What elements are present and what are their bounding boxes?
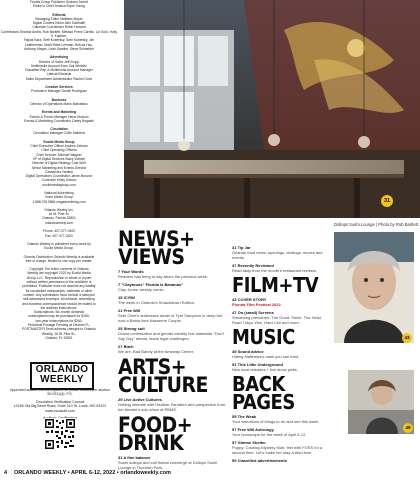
- masthead-line: Director of Operations Mario Matvatsko: [30, 101, 88, 106]
- item-title: COVER STORY: [237, 297, 267, 302]
- masthead-line: Production Manager Daniel Rodriguez: [31, 89, 87, 94]
- masthead-line: Chief Operating Officers: [41, 148, 77, 153]
- item-description: Orlando food news: openings, closings, moves and events.: [232, 250, 323, 260]
- masthead-line: the address listed above.: [40, 305, 78, 310]
- masthead-line: 1.888.278.9866 vmgadvertising.com: [32, 199, 86, 204]
- contents-item: [118, 397, 230, 412]
- qr-code[interactable]: [44, 418, 76, 450]
- item-title: Your Words: [121, 269, 144, 274]
- item-page-number: 47: [232, 310, 237, 315]
- item-page-number: 49: [232, 349, 237, 354]
- masthead-line: Group LLC. Reproduction in whole or in part: [26, 275, 92, 280]
- masthead-line: Faiyaz Kara, Seth Kubersky, Seth Kubersky, Jim: [23, 38, 95, 43]
- arts-items: [118, 397, 230, 412]
- item-page-number: 37: [232, 263, 237, 268]
- contents-item: [232, 362, 327, 372]
- section-title-music: MUSIC: [232, 325, 295, 349]
- masthead-line: Orlando, FL 32801: [45, 335, 73, 340]
- masthead-line: self-addressed envelope. All editorial, advertising: [23, 297, 95, 302]
- masthead-line: prohibited. Publisher does not assume any liability: [22, 284, 96, 289]
- item-page-number: 43: [232, 297, 237, 302]
- masthead-line: Orlando Distribution Orlando Weekly is available: [23, 254, 95, 259]
- masthead-line: for unsolicited manuscripts, materials or other: [25, 288, 93, 293]
- masthead-line: Events & Promo Manager Nena Hudson: [29, 114, 89, 119]
- item-title: Free Will: [123, 308, 141, 313]
- masthead-block: [0, 13, 118, 52]
- masthead-line: free of charge, limited to one copy per reader.: [25, 258, 93, 263]
- contents-item: [232, 349, 327, 359]
- masthead-line: Managing Editor Matthew Moyer: [35, 16, 83, 21]
- masthead-line: Copyright The entire contents of Orlando: [29, 267, 89, 272]
- masthead-line: Events & Marketing Coordinator Casey Bogaski: [24, 118, 94, 123]
- photo-page-badge: 31: [381, 195, 393, 207]
- section-title-back-pages: BACK PAGES: [232, 372, 295, 414]
- item-description: Your horoscope for the week of April 6-12.: [232, 432, 307, 437]
- back-pages-items: [232, 414, 327, 463]
- item-page-number: 25: [118, 326, 123, 331]
- masthead-block: [0, 140, 118, 187]
- item-title: On (small) Screens: [237, 310, 274, 315]
- contents-column-right: [232, 245, 327, 466]
- masthead-block: [0, 55, 118, 81]
- logo-line-1: ORLANDO: [35, 364, 89, 375]
- item-description: The week in Orlando's Smackdown Edition.: [118, 300, 196, 305]
- item-title: Live Active Cultures: [123, 397, 162, 402]
- council-name: Circulation Verification Council: [35, 399, 85, 404]
- item-title: "Claytoons" Florida is Bananas": [121, 282, 184, 287]
- item-page-number: 59: [232, 458, 237, 463]
- item-description: We are. Bad Barely at the Ameway Center.: [118, 349, 194, 354]
- masthead-block: [0, 0, 118, 9]
- contents-item: [232, 297, 327, 307]
- item-description: Puppy: Cowboy-Mystery Mutt, feel with FOSS for a second time. Let's make her stay a third time.: [232, 445, 323, 455]
- section-title-arts: ARTS+ CULTURE: [118, 355, 208, 397]
- masthead-line: Anthony Mayes, Leah Sandler, Steve Schneider: [23, 46, 94, 51]
- masthead-heading: Business: [51, 97, 67, 102]
- item-description: Readers had thing to say about the previous week.: [118, 274, 209, 279]
- contents-item: [118, 269, 230, 279]
- masthead-line: orlandoweekly.com: [45, 220, 73, 225]
- masthead-line: Chris Kercher, Michael Wagner: [36, 152, 82, 157]
- masthead-block: [0, 127, 118, 136]
- item-description: Read tasty from the month's restaurant reviews.: [232, 268, 317, 273]
- contents-item: [232, 427, 327, 437]
- item-title: Gimme Shelter: [237, 440, 266, 445]
- item-title: Classified advertisements: [237, 458, 287, 463]
- item-highlight: Florida Film Festival 2022: [232, 302, 281, 307]
- masthead-line: Florida Group Publisher Graham Jarrett: [30, 0, 88, 4]
- masthead-block: [0, 242, 118, 251]
- item-title: This Little Underground: [237, 362, 283, 367]
- contents-item: [118, 308, 230, 323]
- masthead-block: [0, 110, 118, 123]
- item-page-number: 31: [232, 245, 237, 250]
- item-description: Getting intimate with Heather Farnahm and perspective from her theatre's solo show at PBMS.: [118, 402, 226, 412]
- masthead-line: Orlando Weekly Inc.: [44, 207, 74, 212]
- contents-item: [118, 282, 230, 292]
- contents-item: [232, 440, 327, 455]
- masthead-line: 16 W. Pine St.: [48, 212, 70, 217]
- item-description: Grand confirmation and gender identity lost statewide "Don't Say Gay" ahead, leads legal challenges.: [118, 331, 225, 341]
- masthead-line: Digital Operations Coordinator Jaime Monzon: [25, 174, 93, 179]
- item-title: A fine balance: [123, 455, 151, 460]
- item-description: New local releases + live show picks.: [232, 367, 298, 372]
- masthead-line: Chief Executive Officer Andrew Zelman: [30, 144, 88, 149]
- item-page-number: 57: [232, 427, 237, 432]
- masthead-block: [0, 208, 118, 238]
- masthead-line: one-year subscriptions for $260.: [35, 318, 83, 323]
- masthead-line: Periodical Postage Pending at Orlando FL.: [27, 323, 91, 327]
- masthead-block: [0, 191, 118, 204]
- masthead-line: Leatherman, Marit Rabe Lehman, Brecca Hsu,: [24, 42, 94, 47]
- contents-item: [232, 263, 327, 273]
- item-page-number: 29: [118, 397, 123, 402]
- masthead-line: Calendar Coordinator Robin Howard: [32, 25, 86, 30]
- logo-line-2: WEEKLY: [40, 374, 84, 385]
- masthead-line: Phone: 407-377-0400: [43, 229, 75, 234]
- masthead-line: without written permission of the publisher is: [26, 280, 92, 285]
- item-title: ICYMI: [123, 295, 135, 300]
- item-title: Sound advice: [237, 349, 264, 354]
- contents-item: [232, 245, 327, 260]
- page-footer: [0, 466, 420, 480]
- masthead-line: Cassandra Yardeni: [45, 169, 73, 174]
- masthead-line: euclidmediagroup.com: [42, 182, 76, 187]
- music-page-badge: 49: [403, 423, 413, 433]
- masthead-block: [0, 255, 118, 264]
- item-description: Sushi dollops and coll florida concierge at Dollops Sushi Lounge in Thornton Park.: [118, 460, 218, 470]
- contents-item: [118, 344, 230, 354]
- masthead-heading: Creative Services: [45, 85, 73, 90]
- masthead-line: Director of Digital Strategy Cole Wolf: [32, 161, 86, 166]
- masthead-line: Contributors Shanna Andra, Rob Bartlett, Melissa Perez Carrillo, Liz Gold, Holly V. Kapherr,: [1, 29, 117, 39]
- masthead-line: Orlando Weekly is published every week by: [27, 241, 91, 246]
- item-description: Seth Cline's addresses death of Tyre Sampson in deep fall, now a Bahia lima Nazarene Couple.: [118, 313, 223, 323]
- restaurant-interior-photo: [124, 0, 420, 218]
- item-page-number: 31: [118, 455, 123, 460]
- footer-text: ORLANDO WEEKLY • APRIL 6-12, 2022 • orlandoweekly.com: [14, 470, 171, 476]
- cover-story-image: [334, 232, 414, 343]
- masthead-heading: Advertising: [49, 55, 69, 60]
- contents-item: [232, 414, 327, 424]
- item-page-number: 55: [232, 414, 237, 419]
- cover-page-badge: 43: [402, 333, 412, 343]
- masthead-line: and business correspondence should be mailed to: [22, 301, 96, 306]
- contents-item: [232, 310, 327, 325]
- news-items: [118, 269, 230, 354]
- item-title: Recently Reviewed: [237, 263, 274, 268]
- contents-item: [232, 458, 327, 463]
- masthead-line: Orlando, Florida 32801: [42, 216, 76, 221]
- item-description: Clay Jones' weekly comic.: [118, 287, 165, 292]
- item-title: Bitch: [123, 344, 134, 349]
- page-number: 4: [4, 470, 8, 476]
- item-title: The Weak: [237, 414, 257, 419]
- orlando-weekly-logo: [30, 362, 94, 390]
- item-title: Free Will Astrology: [237, 427, 274, 432]
- item-page-number: 27: [118, 344, 123, 349]
- masthead-heading: Circulation: [50, 127, 68, 132]
- masthead-line: Multimedia Account Exec Zak Winklez: [31, 63, 87, 68]
- section-title-news: NEWS+ VIEWS: [118, 227, 195, 269]
- item-description: Streaming premieres: The Good, Shine, The Heist, Road Tokyo Vice, Hard Cell and more.: [232, 315, 322, 325]
- masthead-line: Senior Marketing and Events Director: [31, 165, 87, 170]
- item-description: Your selections of things to do and see this week.: [232, 419, 320, 424]
- masthead-line: POSTMASTER Send address changes to Orlando: [22, 327, 96, 332]
- masthead-line: Sales Department Administrator Rachel Gove: [25, 76, 93, 81]
- masthead-line: content. Any submission must include a stamped: [23, 292, 95, 297]
- masthead-line: Weekly, 16 W. Pine St.,: [41, 331, 77, 336]
- masthead-line: Circulation Manager Collin Maldera: [33, 131, 85, 136]
- masthead-line: Weekly are copyright 2022 by Euclid Media: [27, 271, 91, 276]
- masthead-line: Voice Media Group: [44, 195, 74, 200]
- masthead-line: National Advertising: [44, 190, 74, 195]
- masthead-line: Director of Sales Jeff Kropp: [38, 59, 80, 64]
- food-items-continued: [232, 245, 327, 273]
- masthead-heading: Editorial: [52, 12, 66, 17]
- contents-column-left: [118, 227, 230, 473]
- section-title-film: FILM+TV: [232, 273, 319, 297]
- contents-item: [118, 326, 230, 341]
- item-page-number: 15: [118, 295, 123, 300]
- music-items: [232, 349, 327, 372]
- item-title: Tip Jar: [237, 245, 251, 250]
- masthead-block: [0, 267, 121, 340]
- masthead-block: [0, 98, 118, 107]
- item-page-number: 7: [118, 269, 121, 274]
- council-address: 12166 Old Big Bend Road, Suite 210 St. Louis, MO 63122: [13, 404, 107, 409]
- masthead-line: Editor in Chief Jessica Bryce Young: [32, 4, 86, 9]
- masthead-line: Classified Rep & Multimedia Account Manager: [25, 68, 93, 73]
- masthead-heading: Euclid Media Group: [43, 139, 75, 144]
- masthead-line: Controller Kristy Dotson: [41, 178, 77, 183]
- item-page-number: 51: [232, 362, 237, 367]
- item-description: Hitting Matthews's main you can trust.: [232, 354, 300, 359]
- film-items: [232, 297, 327, 325]
- masthead-line: Latricia Edwards: [46, 72, 72, 77]
- masthead-line: Digital Content Editor Alex Galbraith: [32, 21, 86, 26]
- council-url[interactable]: www.cvcaudit.com: [45, 408, 75, 413]
- masthead-line: Fax: 407-377-0420: [45, 233, 73, 238]
- masthead-line: subscriptions may be purchased for $180;: [28, 314, 90, 319]
- item-page-number: 7: [118, 282, 121, 287]
- masthead-line: Subscriptions: Six-month domestic: [33, 310, 85, 315]
- masthead-heading: Events and Marketing: [41, 110, 77, 115]
- item-title: Strong suit: [123, 326, 145, 331]
- masthead-block: [0, 85, 118, 94]
- section-title-food: FOOD+ DRINK: [118, 413, 193, 455]
- item-page-number: 21: [118, 308, 123, 313]
- photo-credit: Dollops Sushi Lounge | Photo by Rob Bartlett: [334, 222, 418, 227]
- masthead-line: VP of Digital Services Stacy Volhein: [32, 156, 86, 161]
- masthead-line: Euclid Media Group.: [44, 246, 74, 251]
- item-page-number: 57: [232, 440, 237, 445]
- approved-auditor-text: Approved auditor info as required for public notices per section 50.0311(4), F.S.: [10, 388, 110, 397]
- contents-item: [118, 295, 230, 305]
